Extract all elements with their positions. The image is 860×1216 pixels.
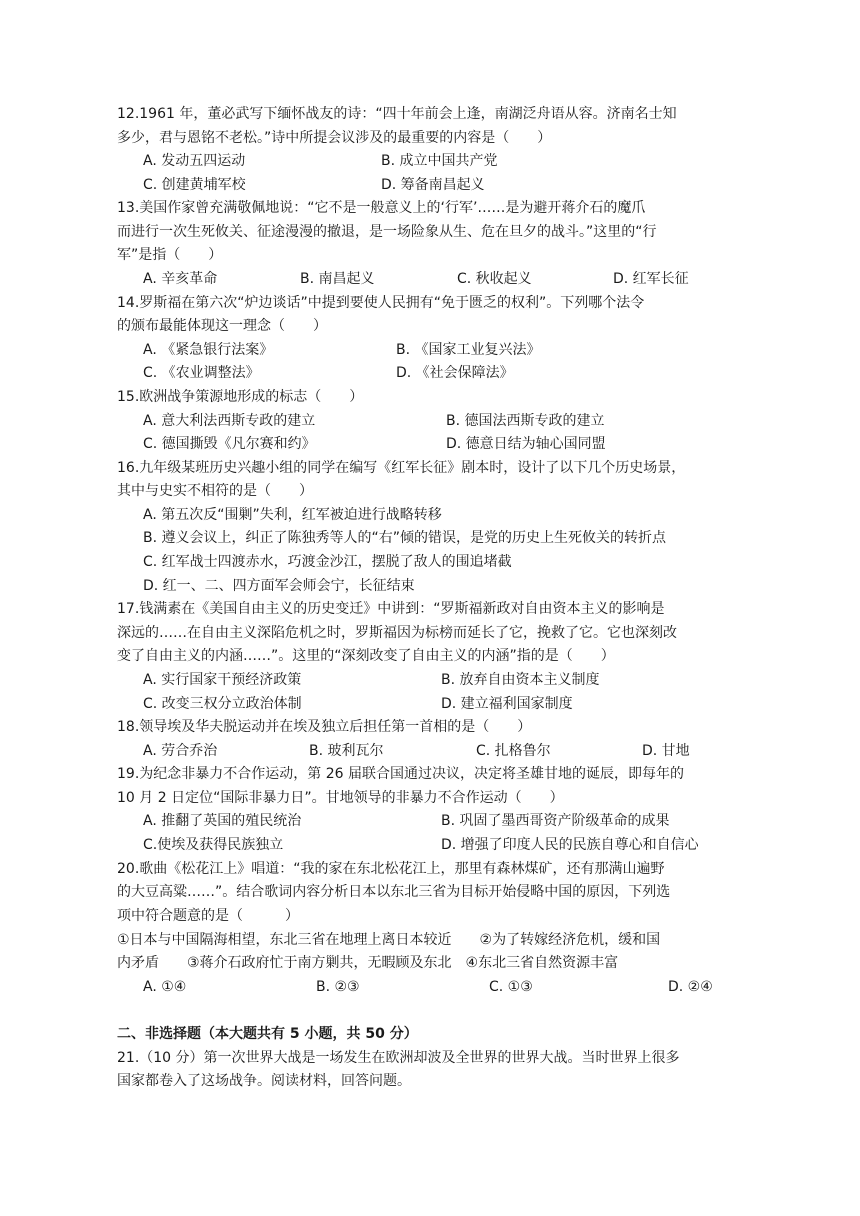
q13-stem-line-2: 而进行一次生死攸关、征途漫漫的撤退，是一场险象从生、危在旦夕的战斗。”这里的“行 xyxy=(117,224,657,240)
q20-stem-line-1: 20.歌曲《松花江上》唱道：“我的家在东北松花江上，那里有森林煤矿，还有那满山遍野 xyxy=(117,861,665,877)
q17-stem-line-2: 深远的……在自由主义深陷危机之时，罗斯福因为标榜而延长了它，挽救了它。它也深刻改 xyxy=(117,625,677,641)
q20-stem-line-2: 的大豆高粱……”。结合歌词内容分析日本以东北三省为目标开始侵略中国的原因，下列选 xyxy=(117,884,671,900)
q19-option-c: C.使埃及获得民族独立 xyxy=(143,837,284,853)
q20-option-c: C. ①③ xyxy=(489,979,533,995)
q16-option-c: C. 红军战士四渡赤水，巧渡金沙江，摆脱了敌人的围追堵截 xyxy=(143,554,512,570)
q13-option-c: C. 秋收起义 xyxy=(457,271,532,287)
section-2-heading: 二、非选择题（本大题共有 5 小题，共 50 分） xyxy=(117,1026,418,1042)
q14-option-c: C. 《农业调整法》 xyxy=(143,365,260,381)
q16-stem-line-1: 16.九年级某班历史兴趣小组的同学在编写《红军长征》剧本时，设计了以下几个历史场景， xyxy=(117,460,686,476)
q21-stem-line-2: 国家都卷入了这场战争。阅读材料，回答问题。 xyxy=(117,1073,411,1089)
q13-option-d: D. 红军长征 xyxy=(613,271,689,287)
q12-option-d: D. 筹备南昌起义 xyxy=(381,177,485,193)
q14-stem-line-2: 的颁布最能体现这一理念（ ） xyxy=(117,318,327,334)
q20-option-a: A. ①④ xyxy=(143,979,187,995)
q17-option-c: C. 改变三权分立政治体制 xyxy=(143,696,302,712)
q12-option-b: B. 成立中国共产党 xyxy=(381,153,498,169)
q20-stem-line-5: 内矛盾 ③蒋介石政府忙于南方剿共，无暇顾及东北 ④东北三省自然资源丰富 xyxy=(117,955,619,971)
q20-option-b: B. ②③ xyxy=(316,979,360,995)
q12-stem-line-1: 12.1961 年，董必武写下缅怀战友的诗：“四十年前会上逢，南湖泛舟语从容。济南名士知 xyxy=(117,106,677,122)
q20-stem-line-4: ①日本与中国隔海相望，东北三省在地理上离日本较近 ②为了转嫁经济危机，缓和国 xyxy=(117,932,661,948)
q15-option-a: A. 意大利法西斯专政的建立 xyxy=(143,413,316,429)
q19-option-d: D. 增强了印度人民的民族自尊心和自信心 xyxy=(441,837,699,853)
q20-stem-line-3: 项中符合题意的是（ ） xyxy=(117,908,299,924)
q19-stem-line-2: 10 月 2 日定位“国际非暴力日”。甘地领导的非暴力不合作运动（ ） xyxy=(117,790,564,806)
q14-option-d: D. 《社会保障法》 xyxy=(396,365,514,381)
q14-option-b: B. 《国家工业复兴法》 xyxy=(396,342,541,358)
q15-option-b: B. 德国法西斯专政的建立 xyxy=(446,413,605,429)
q15-option-d: D. 德意日结为轴心国同盟 xyxy=(446,436,606,452)
q18-stem: 18.领导埃及华夫脱运动并在埃及独立后担任第一首相的是（ ） xyxy=(117,719,532,735)
q17-option-b: B. 放弃自由资本主义制度 xyxy=(441,672,600,688)
q12-option-a: A. 发动五四运动 xyxy=(143,153,246,169)
q18-option-a: A. 劳合乔治 xyxy=(143,743,218,759)
q16-stem-line-2: 其中与史实不相符的是（ ） xyxy=(117,483,313,499)
q19-stem-line-1: 19.为纪念非暴力不合作运动，第 26 届联合国通过决议，决定将圣雄甘地的诞辰，即每年的 xyxy=(117,766,684,782)
q17-stem-line-3: 变了自由主义的内涵……”。这里的“深刻改变了自由主义的内涵”指的是（ ） xyxy=(117,648,615,664)
q14-option-a: A. 《紧急银行法案》 xyxy=(143,342,274,358)
q16-option-a: A. 第五次反“围剿”失利，红军被迫进行战略转移 xyxy=(143,507,442,523)
q18-option-c: C. 扎格鲁尔 xyxy=(476,743,551,759)
q16-option-b: B. 遵义会议上，纠正了陈独秀等人的“右”倾的错误，是党的历史上生死攸关的转折点 xyxy=(143,530,667,546)
q14-stem-line-1: 14.罗斯福在第六次“炉边谈话”中提到要使人民拥有“免于匮乏的权利”。下列哪个法令 xyxy=(117,295,645,311)
q13-option-a: A. 辛亥革命 xyxy=(143,271,218,287)
q17-stem-line-1: 17.钱满素在《美国自由主义的历史变迁》中讲到：“罗斯福新政对自由资本主义的影响是 xyxy=(117,601,665,617)
q20-option-d: D. ②④ xyxy=(668,979,713,995)
q12-stem-line-2: 多少，君与恩铭不老松。”诗中所提会议涉及的最重要的内容是（ ） xyxy=(117,130,552,146)
q21-stem-line-1: 21.（10 分）第一次世界大战是一场发生在欧洲却波及全世界的世界大战。当时世界上很多 xyxy=(117,1050,680,1066)
q15-option-c: C. 德国撕毁《凡尔赛和约》 xyxy=(143,436,316,452)
q19-option-a: A. 推翻了英国的殖民统治 xyxy=(143,813,302,829)
q13-stem-line-3: 军”是指（ ） xyxy=(117,247,223,263)
q18-option-b: B. 玻利瓦尔 xyxy=(309,743,384,759)
q16-option-d: D. 红一、二、四方面军会师会宁，长征结束 xyxy=(143,578,415,594)
q19-option-b: B. 巩固了墨西哥资产阶级革命的成果 xyxy=(441,813,670,829)
q13-option-b: B. 南昌起义 xyxy=(300,271,375,287)
q17-option-a: A. 实行国家干预经济政策 xyxy=(143,672,302,688)
q17-option-d: D. 建立福利国家制度 xyxy=(441,696,573,712)
q12-option-c: C. 创建黄埔军校 xyxy=(143,177,246,193)
q15-stem: 15.欧洲战争策源地形成的标志（ ） xyxy=(117,389,364,405)
q13-stem-line-1: 13.美国作家曾充满敬佩地说：“它不是一般意义上的‘行军’……是为避开蒋介石的魔爪 xyxy=(117,200,646,216)
q18-option-d: D. 甘地 xyxy=(642,743,690,759)
